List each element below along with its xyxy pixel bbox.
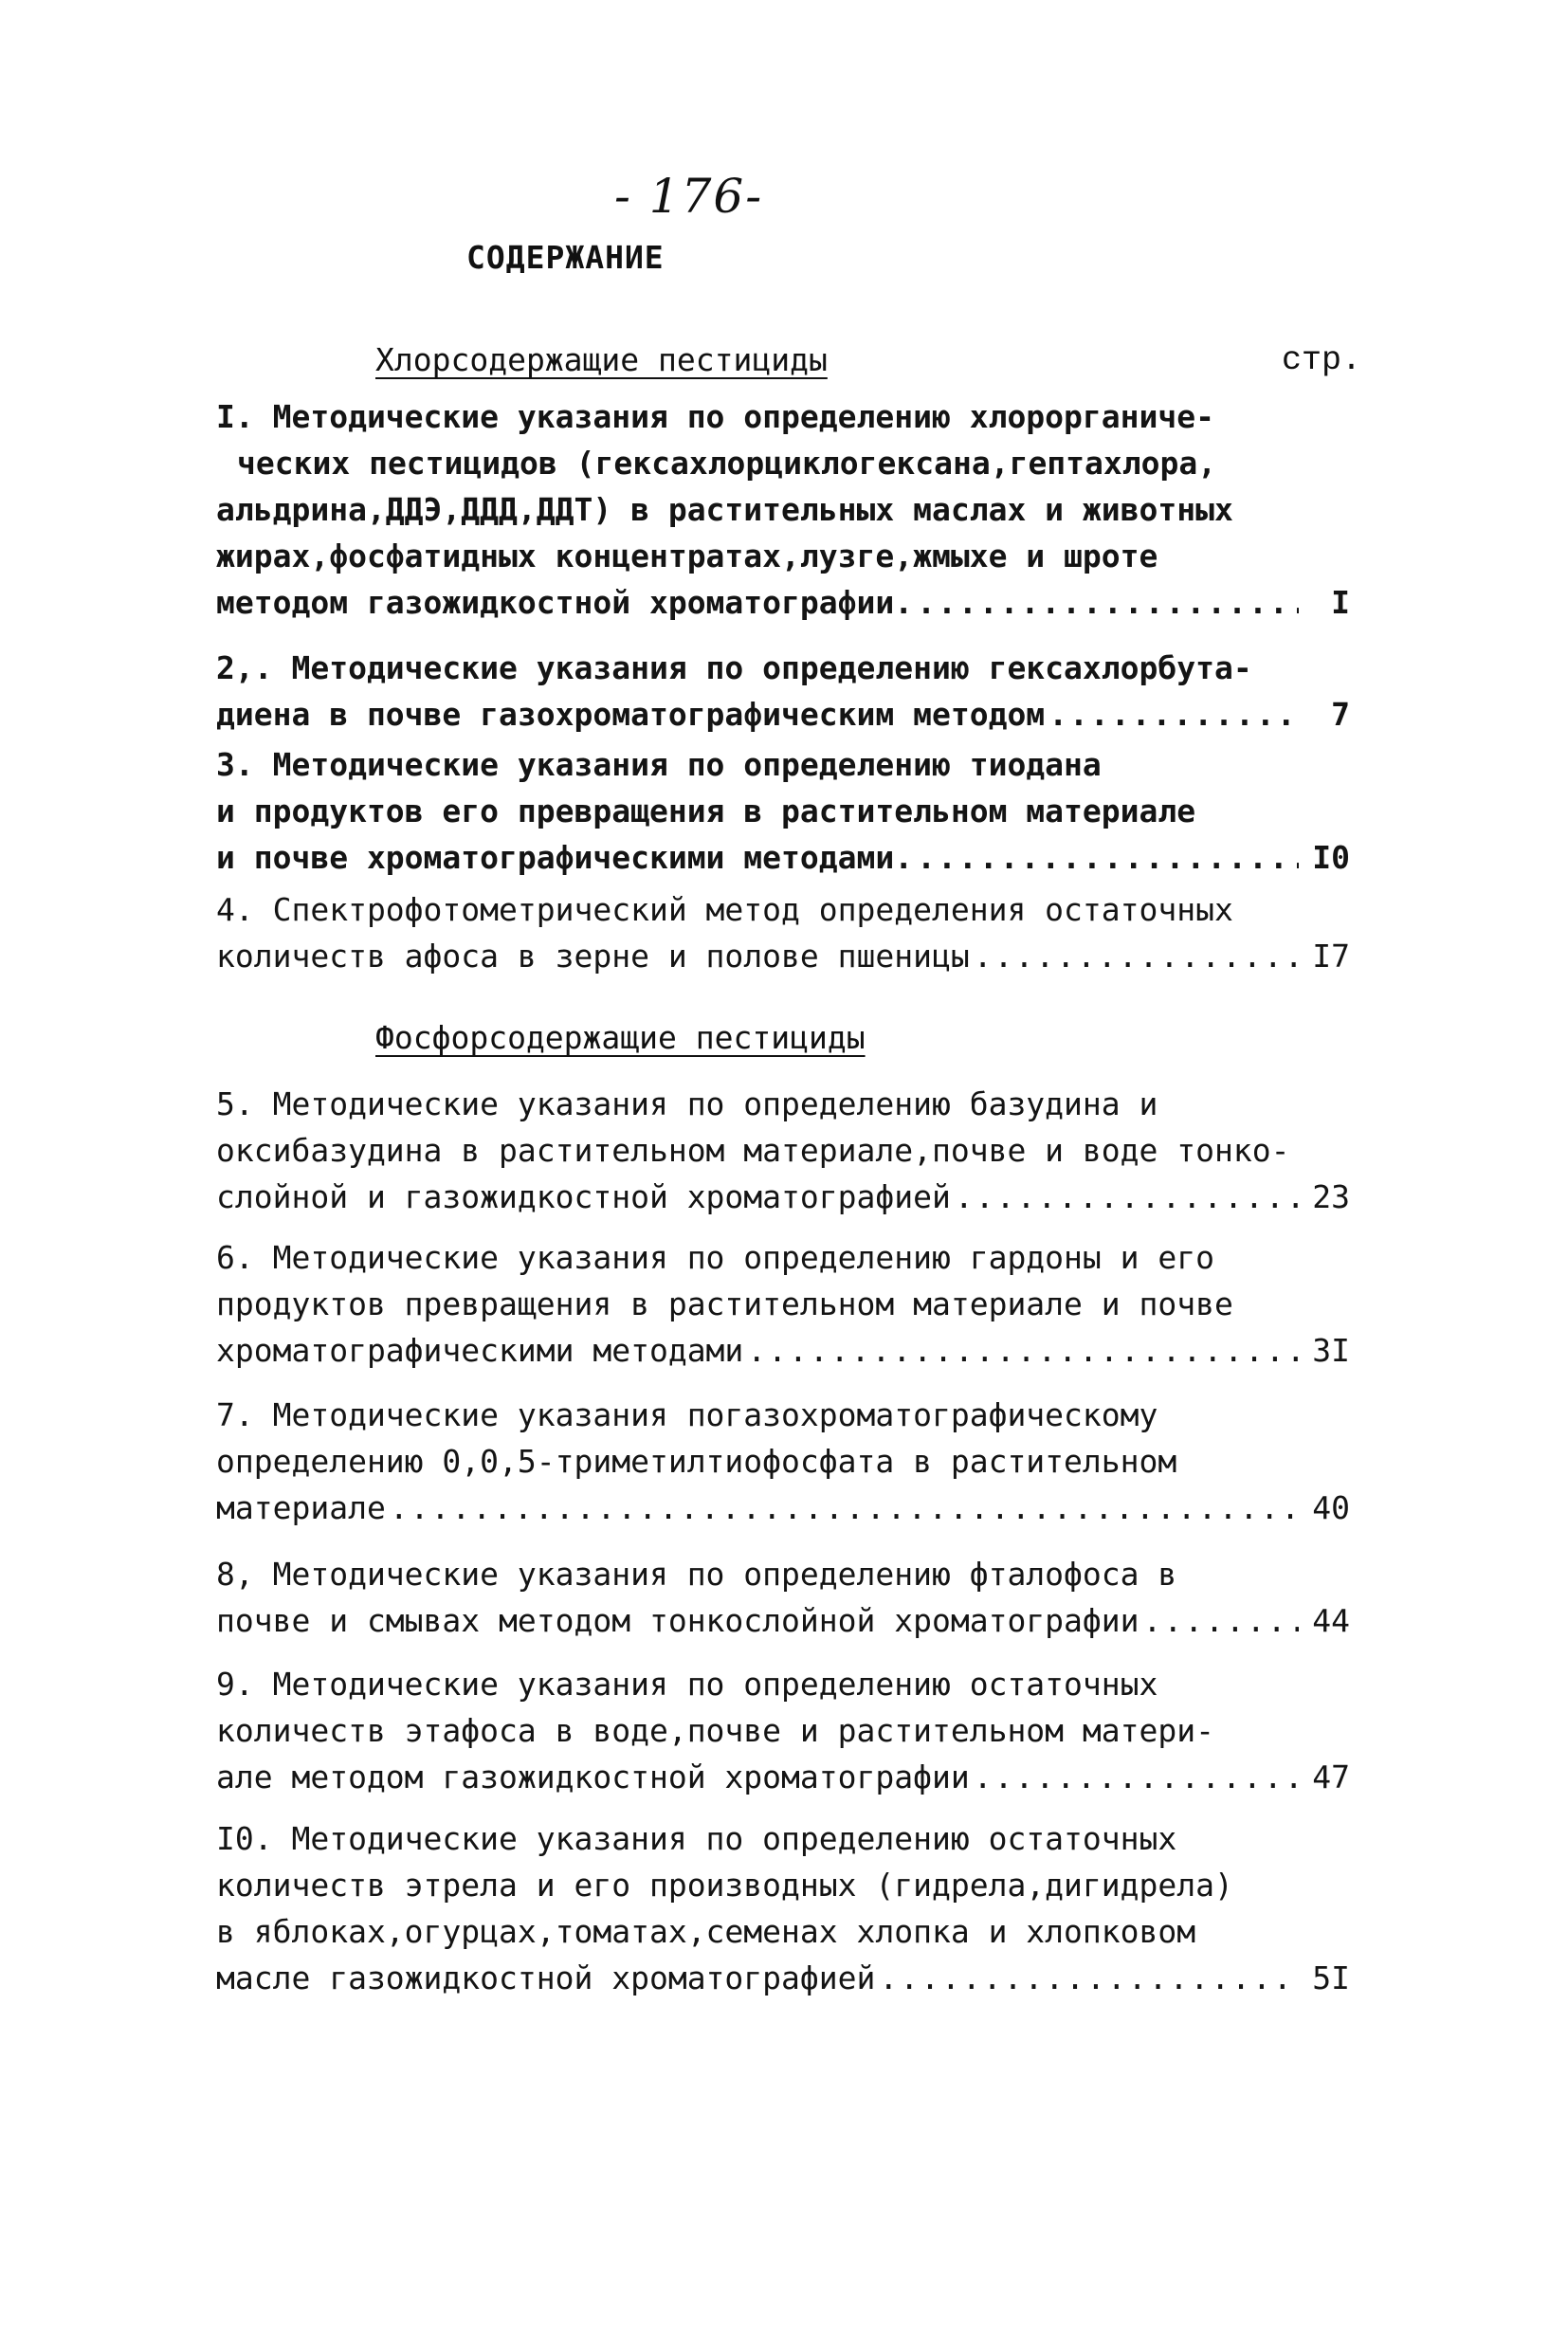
toc-page-ref: I0 — [1312, 839, 1350, 876]
toc-entry-line: методом газожидкостной хроматографии. — [216, 584, 914, 621]
toc-entry-8 — [216, 1551, 1350, 1644]
toc-entry-7 — [216, 1392, 1350, 1531]
toc-entry-line: але методом газожидкостной хроматографии — [216, 1759, 970, 1795]
toc-entry-line: 3. Методические указания по определению тиодана — [216, 746, 1102, 783]
toc-entry-line: материале — [216, 1489, 386, 1526]
toc-entry-line: и почве хроматографическими методами. — [216, 839, 914, 876]
toc-page-ref: 44 — [1312, 1602, 1350, 1639]
section-heading-chlorine: Хлорсодержащие пестициды — [375, 341, 828, 378]
toc-entry-line: 6. Методические указания по определению гардоны и его — [216, 1239, 1214, 1276]
document-title: СОДЕРЖАНИЕ — [466, 239, 665, 276]
toc-entry-line: диена в почве газохроматографическим методом — [216, 696, 1046, 733]
leader-dots — [1048, 691, 1299, 738]
toc-entry-line: слойной и газожидкостной хроматографией — [216, 1178, 951, 1215]
page-number: - 176- — [614, 169, 764, 224]
leader-dots — [974, 1754, 1299, 1800]
toc-entry-line: в яблоках,огурцах,томатах,семенах хлопка и хлопковом — [216, 1913, 1196, 1950]
toc-entry-line: количеств этрела и его производных (гидрела,дигидрела) — [216, 1867, 1233, 1904]
toc-entry-line: определению 0,0,5-триметилтиофосфата в растительном — [216, 1443, 1177, 1480]
toc-entry-line: 4. Спектрофотометрический метод определения остаточных — [216, 891, 1233, 928]
leader-dots — [879, 1955, 1299, 2001]
page-column-label: стр. — [1282, 341, 1362, 379]
toc-entry-2 — [216, 645, 1350, 738]
toc-entry-4 — [216, 886, 1350, 979]
toc-page-ref: 5I — [1312, 1959, 1350, 1996]
toc-page-ref: 47 — [1312, 1759, 1350, 1795]
toc-entry-line: I0. Методические указания по определению остаточных — [216, 1820, 1177, 1857]
toc-entry-line: масле газожидкостной хроматографией — [216, 1959, 876, 1996]
toc-entry-line: 2,. Методические указания по определению гексахлорбута- — [216, 649, 1252, 686]
toc-entry-10 — [216, 1815, 1350, 2001]
toc-entry-line: почве и смывах методом тонкослойной хроматографии — [216, 1602, 1140, 1639]
leader-dots — [1143, 1597, 1299, 1644]
toc-entry-line: количеств этафоса в воде,почве и растительном матери- — [216, 1712, 1214, 1749]
leader-dots — [955, 1174, 1299, 1220]
toc-page-ref: 23 — [1312, 1178, 1350, 1215]
toc-entry-line: 8, Методические указания по определению фталофоса в — [216, 1556, 1177, 1593]
toc-entry-3 — [216, 741, 1350, 881]
toc-page-ref: 7 — [1331, 696, 1350, 733]
leader-dots — [390, 1485, 1299, 1531]
leader-dots — [917, 579, 1299, 626]
toc-entry-line: 5. Методические указания по определению базудина и — [216, 1085, 1158, 1122]
toc-entry-9 — [216, 1661, 1350, 1800]
section-heading-phosphorus: Фосфорсодержащие пестициды — [375, 1019, 866, 1056]
toc-entry-line: 9. Методические указания по определению остаточных — [216, 1666, 1158, 1703]
toc-entry-5 — [216, 1081, 1350, 1220]
toc-entry-line: и продуктов его превращения в растительном материале — [216, 793, 1196, 829]
toc-entry-line: хроматографическими методами — [216, 1332, 744, 1369]
toc-entry-line: 7. Методические указания погазохроматографическому — [216, 1396, 1158, 1433]
toc-entry-6 — [216, 1234, 1350, 1374]
toc-page-ref: I — [1331, 584, 1350, 621]
toc-page-ref: I7 — [1312, 938, 1350, 975]
leader-dots — [917, 834, 1299, 881]
toc-page-ref: 40 — [1312, 1489, 1350, 1526]
toc-page-ref: 3I — [1312, 1332, 1350, 1369]
toc-entry-line: I. Методические указания по определению хлорорганиче- — [216, 398, 1214, 435]
toc-entry-line: оксибазудина в растительном материале,почве и воде тонко- — [216, 1132, 1290, 1169]
toc-entry-line: альдрина,ДДЭ,ДДД,ДДТ) в растительных маслах и животных — [216, 491, 1233, 528]
toc-entry-line: количеств афоса в зерне и полове пшеницы — [216, 938, 970, 975]
toc-entry-line: ческих пестицидов (гексахлорциклогексана,гептахлора, — [237, 445, 1217, 482]
leader-dots — [974, 933, 1299, 979]
toc-entry-line: продуктов превращения в растительном материале и почве — [216, 1285, 1233, 1322]
toc-entry-1 — [216, 393, 1350, 626]
leader-dots — [747, 1327, 1299, 1374]
toc-entry-line: жирах,фосфатидных концентратах,лузге,жмыхе и шроте — [216, 538, 1158, 574]
